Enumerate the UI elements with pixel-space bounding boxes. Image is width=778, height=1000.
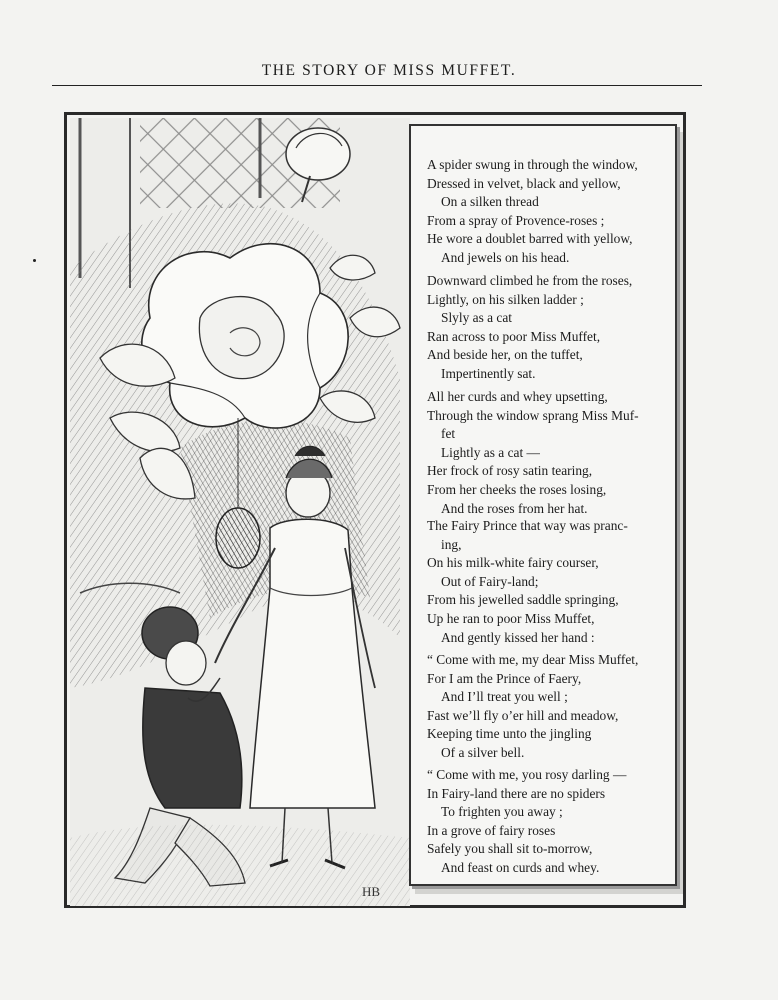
poem-line: Lightly as a cat — [441, 444, 540, 460]
page-title: THE STORY OF MISS MUFFET. [261, 62, 517, 79]
poem-line: And I’ll treat you well ; [441, 689, 568, 705]
poem-line: Lightly, on his silken ladder ; [427, 291, 584, 307]
poem-line: ing, [441, 536, 462, 552]
poem-line: And beside her, on the tuffet, [427, 347, 583, 363]
poem-line: In Fairy-land there are no spiders [427, 785, 606, 801]
verse-panel [409, 124, 677, 886]
poem-line: “ Come with me, you rosy darling — [427, 767, 627, 782]
poem-line: He wore a doublet barred with yellow, [427, 231, 633, 247]
stanza [427, 517, 677, 647]
poem-line: fet [441, 426, 456, 442]
stanza [427, 651, 677, 763]
poem-line: From her cheeks the roses losing, [427, 481, 607, 497]
poem-line: Up he ran to poor Miss Muffet, [427, 610, 595, 626]
poem-line: In a grove of fairy roses [427, 822, 556, 838]
poem-line: To frighten you away ; [441, 804, 563, 820]
poem-line: Slyly as a cat [441, 310, 513, 326]
poem-line: All her curds and whey upsetting, [427, 389, 608, 404]
poem-line: Ran across to poor Miss Muffet, [427, 328, 601, 344]
poem-line: The Fairy Prince that way was pranc- [427, 518, 628, 533]
stanza [427, 156, 677, 268]
poem-line: Her frock of rosy satin tearing, [427, 463, 593, 479]
poem-line: And feast on curds and whey. [441, 859, 600, 875]
poem-line: And the roses from her hat. [441, 500, 588, 516]
stray-mark [33, 259, 36, 262]
stanza [427, 272, 677, 384]
poem-line: For I am the Prince of Faery, [427, 670, 582, 686]
poem-line: On his milk-white fairy courser, [427, 555, 599, 571]
stanza [427, 766, 677, 878]
poem-line: Of a silver bell. [441, 744, 525, 760]
poem-line: Safely you shall sit to-morrow, [427, 841, 593, 857]
poem-line: On a silken thread [441, 194, 539, 210]
poem-line: “ Come with me, my dear Miss Muffet, [427, 652, 639, 667]
poem-line: Dressed in velvet, black and yellow, [427, 175, 621, 191]
illustration-drawing [70, 118, 410, 906]
poem-line: Out of Fairy-land; [441, 573, 539, 589]
poem-line: From a spray of Provence-roses ; [427, 212, 605, 228]
poem-line: Impertinently sat. [441, 365, 536, 381]
poem-line: A spider swung in through the window, [427, 157, 638, 172]
poem-line: Downward climbed he from the roses, [427, 273, 633, 288]
title-rule [52, 85, 702, 86]
artist-monogram: HB [362, 884, 381, 899]
poem-line: From his jewelled saddle springing, [427, 592, 619, 608]
poem-line: And jewels on his head. [441, 249, 570, 265]
poem-line: And gently kissed her hand : [441, 629, 595, 645]
illustration [70, 118, 410, 906]
poem-line: Fast we’ll fly o’er hill and meadow, [427, 707, 619, 723]
poem-line: Keeping time unto the jingling [427, 726, 592, 742]
stanza [427, 388, 677, 518]
poem-line: Through the window sprang Miss Muf- [427, 407, 639, 423]
